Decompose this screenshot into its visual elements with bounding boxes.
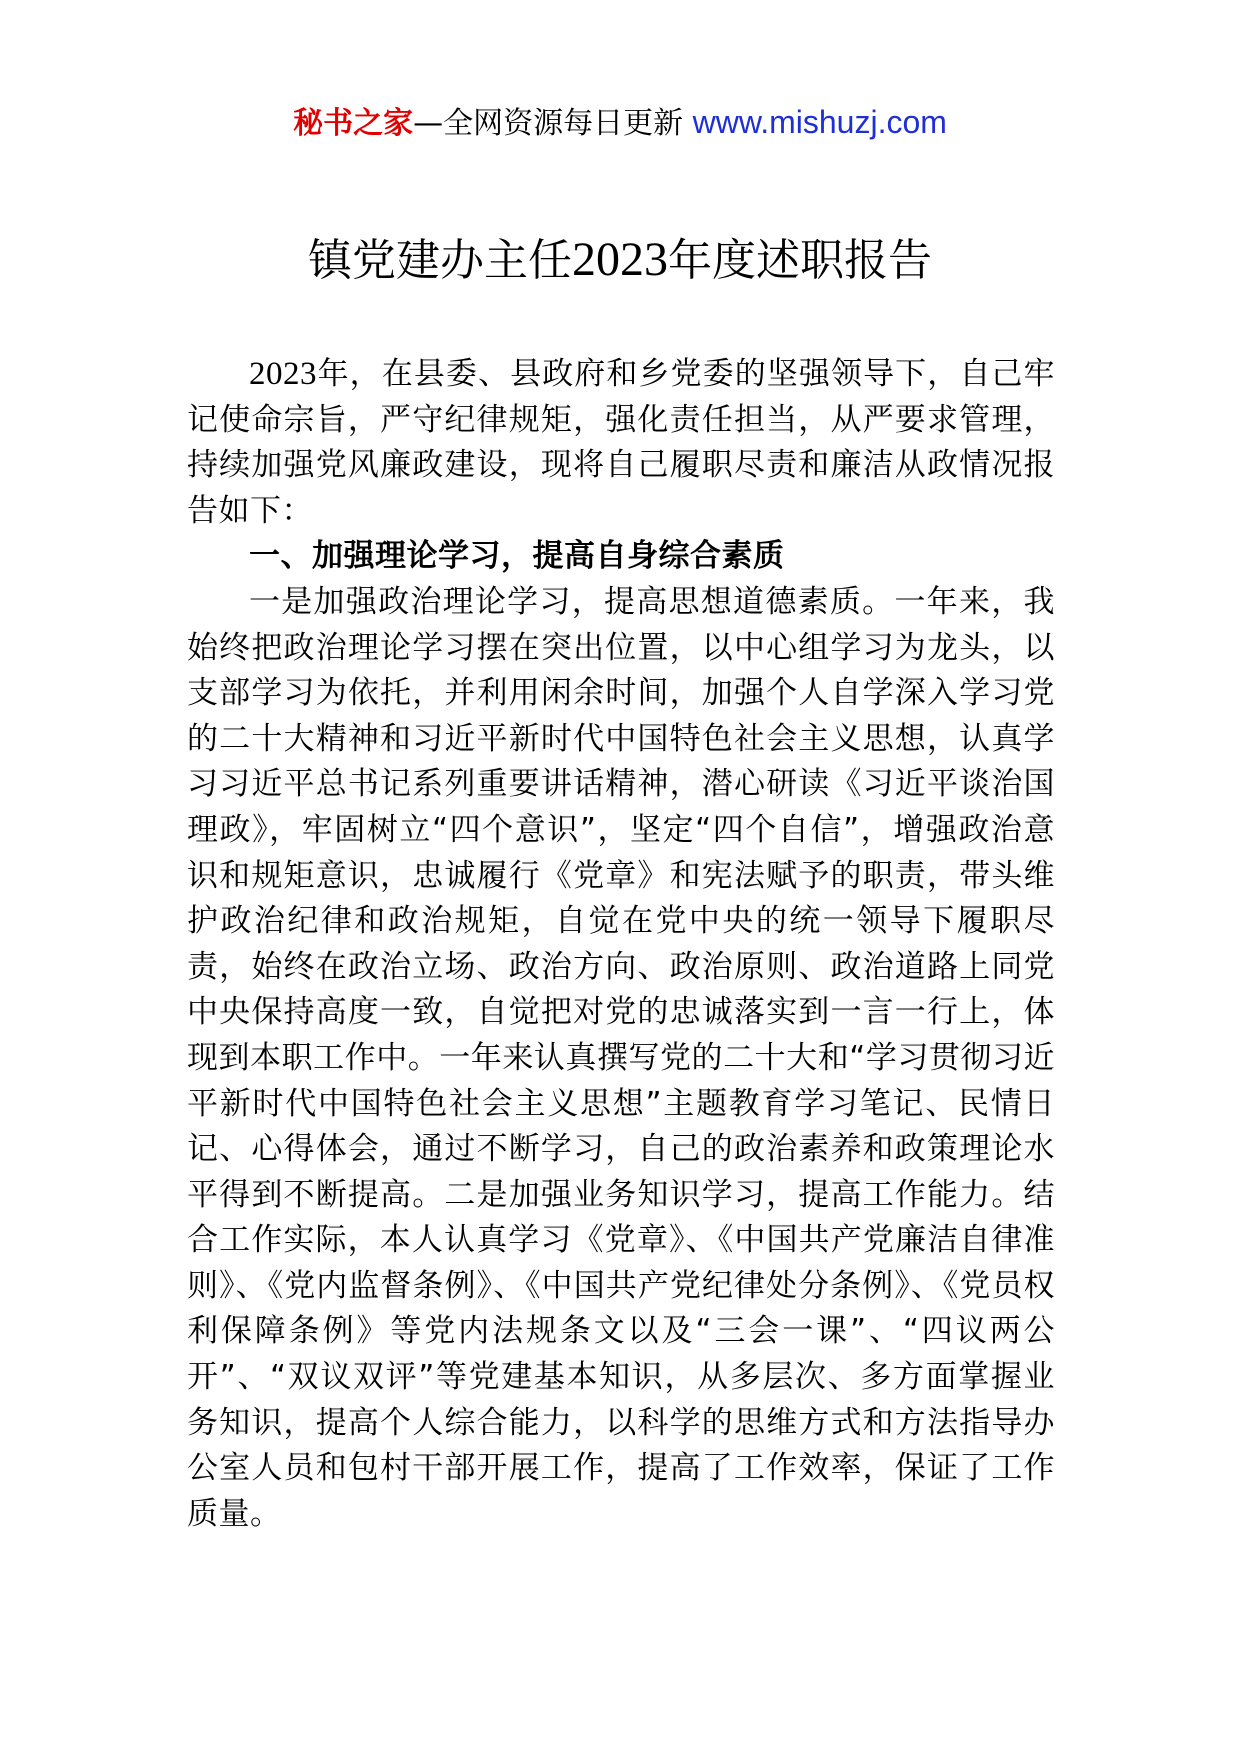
intro-text: 年，在县委、县政府和乡党委的坚强领导下，自己牢记使命宗旨，严守纪律规矩，强化责任担当，从严要求管理，持续加强党风廉政建设，现将自己履职尽责和廉洁从政情况报告如下：	[187, 356, 1055, 529]
intro-year: 2023	[249, 356, 317, 392]
intro-paragraph	[187, 352, 1055, 534]
site-header	[0, 100, 1240, 146]
title-suffix: 年度述职报告	[668, 235, 932, 286]
document-title	[0, 230, 1240, 291]
site-url-link[interactable]: www.mishuzj.com	[692, 104, 947, 140]
section-heading: 一、加强理论学习，提高自身综合素质	[249, 538, 785, 575]
site-slogan: —全网资源每日更新	[413, 106, 684, 141]
document-body	[187, 352, 1055, 1537]
site-brand: 秘书之家	[293, 106, 414, 141]
title-year: 2023	[572, 233, 668, 286]
title-prefix: 镇党建办主任	[308, 235, 572, 286]
section-paragraph: 一是加强政治理论学习，提高思想道德素质。一年来，我始终把政治理论学习摆在突出位置，以中心组学习为龙头，以支部学习为依托，并利用闲余时间，加强个人自学深入学习党的二十大精神和习近平新时代中国特色社会主义思想，认真学习习近平总书记系列重要讲话精神，潜心研读《习近平谈治国理政》，牢固树立“四个意识”，坚定“四个自信”，增强政治意识和规矩意识，忠诚履行《党章》和宪法赋予的职责，带头维护政治纪律和政治规矩，自觉在党中央的统一领导下履职尽责，始终在政治立场、政治方向、政治原则、政治道路上同党中央保持高度一致，自觉把对党的忠诚落实到一言一行上，体现到本职工作中。一年来认真撰写党的二十大和“学习贯彻习近平新时代中国特色社会主义思想”主题教育学习笔记、民情日记、心得体会，通过不断学习，自己的政治素养和政策理论水平得到不断提高。二是加强业务知识学习，提高工作能力。结合工作实际，本人认真学习《党章》、《中国共产党廉洁自律准则》、《党内监督条例》、《中国共产党纪律处分条例》、《党员权利保障条例》等党内法规条文以及“三会一课”、“四议两公开”、“双议双评”等党建基本知识，从多层次、多方面掌握业务知识，提高个人综合能力，以科学的思维方式和方法指导办公室人员和包村干部开展工作，提高了工作效率，保证了工作质量。	[187, 583, 1055, 1532]
